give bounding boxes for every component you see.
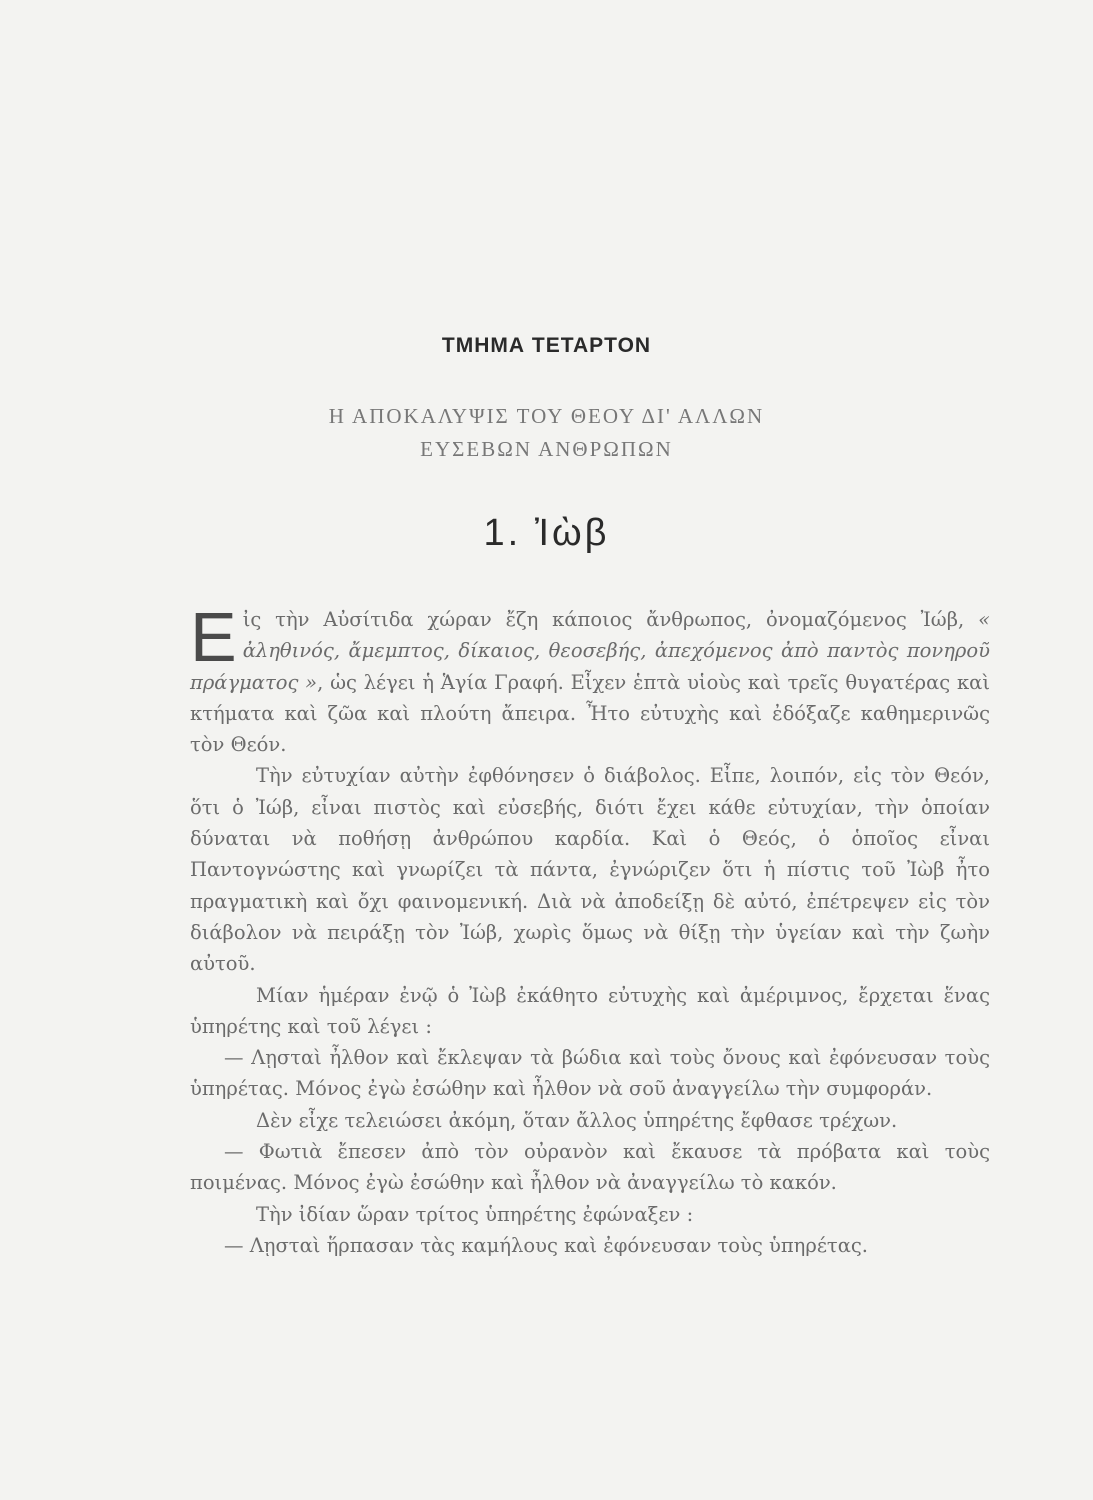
paragraph-4: — Λῃσταὶ ἦλθον καὶ ἔκλεψαν τὰ βώδια καὶ τοὺς ὄνους καὶ ἐφόνευσαν τοὺς ὑπηρέτας. Μόνος ἐγὼ ἐσώθην καὶ ἦλθον νὰ σοῦ ἀναγγείλω τὴν συμφοράν. <box>190 1046 990 1101</box>
paragraph-7: Τὴν ἰδίαν ὥραν τρίτος ὑπηρέτης ἐφώναξεν : <box>256 1202 694 1226</box>
subtitle-line-1: Η ΑΠΟΚΑΛΥΨΙΣ ΤΟΥ ΘΕΟΥ ΔΙ' ΑΛΛΩΝ <box>328 404 765 428</box>
chapter-title: 1. Ἰὼβ <box>483 512 610 554</box>
paragraph-1-quote: « ἀληθινός, ἄμεμπτος, δίκαιος, θεοσεβής, ἀπεχόμενος ἀπὸ παντὸς πονηροῦ πράγματος » <box>190 608 990 694</box>
paragraph-1-start: ἰς τὴν Αὐσίτιδα χώραν ἔζη κάποιος ἄνθρωπος, ὀνομαζόμενος Ἰώβ, <box>242 608 979 631</box>
section-title: ΤΜΗΜΑ ΤΕΤΑΡΤΟΝ <box>441 334 652 357</box>
drop-cap: Ε <box>190 598 237 676</box>
subtitle-line-2: ΕΥΣΕΒΩΝ ΑΝΘΡΩΠΩΝ <box>420 437 673 461</box>
paragraph-8: — Λῃσταὶ ἥρπασαν τὰς καμήλους καὶ ἐφόνευσαν τοὺς ὑπηρέτας. <box>224 1233 868 1257</box>
section-subtitle <box>0 400 1093 466</box>
paragraph-1-end: , ὡς λέγει ἡ Ἁγία Γραφή. Εἶχεν ἑπτὰ υἱοὺς καὶ τρεῖς θυγατέρας καὶ κτήματα καὶ ζῶα καὶ πλούτη ἄπειρα. Ἦτο εὐτυχὴς καὶ ἐδόξαζε καθημερινῶς τὸν Θεόν. <box>190 670 990 757</box>
paragraph-1 <box>190 598 990 760</box>
paragraph-2: Τὴν εὐτυχίαν αὐτὴν ἐφθόνησεν ὁ διάβολος. Εἶπε, λοιπόν, εἰς τὸν Θεόν, ὅτι ὁ Ἰώβ, εἶναι πιστὸς καὶ εὐσεβής, διότι ἔχει κάθε εὐτυχίαν, τὴν ὁποίαν δύναται νὰ ποθήσῃ ἀνθρώπου καρδία. Καὶ ὁ Θεός, ὁ ὁποῖος εἶναι Παντογνώστης καὶ γνωρίζει τὰ πάντα, ἐγνώριζεν ὅτι ἡ πίστις τοῦ Ἰὼβ ἦτο πραγματικὴ καὶ ὄχι φαινομενική. Διὰ νὰ ἀποδείξῃ δὲ αὐτό, ἐπέτρεψεν εἰς τὸν διάβολον νὰ πειράξῃ τὸν Ἰώβ, χωρὶς ὅμως νὰ θίξῃ τὴν ὑγείαν καὶ τὴν ζωὴν αὐτοῦ. <box>190 764 990 976</box>
paragraph-6: — Φωτιὰ ἔπεσεν ἀπὸ τὸν οὐρανὸν καὶ ἔκαυσε τὰ πρόβατα καὶ τοὺς ποιμένας. Μόνος ἐγὼ ἐσώθην καὶ ἦλθον νὰ ἀναγγείλω τὸ κακόν. <box>190 1140 990 1195</box>
paragraph-5: Δὲν εἶχε τελειώσει ἀκόμη, ὅταν ἄλλος ὑπηρέτης ἔφθασε τρέχων. <box>256 1108 898 1132</box>
body-text <box>190 598 990 1261</box>
paragraph-3: Μίαν ἡμέραν ἐνῷ ὁ Ἰὼβ ἐκάθητο εὐτυχὴς καὶ ἀμέριμνος, ἔρχεται ἕνας ὑπηρέτης καὶ τοῦ λέγει : <box>190 983 990 1038</box>
